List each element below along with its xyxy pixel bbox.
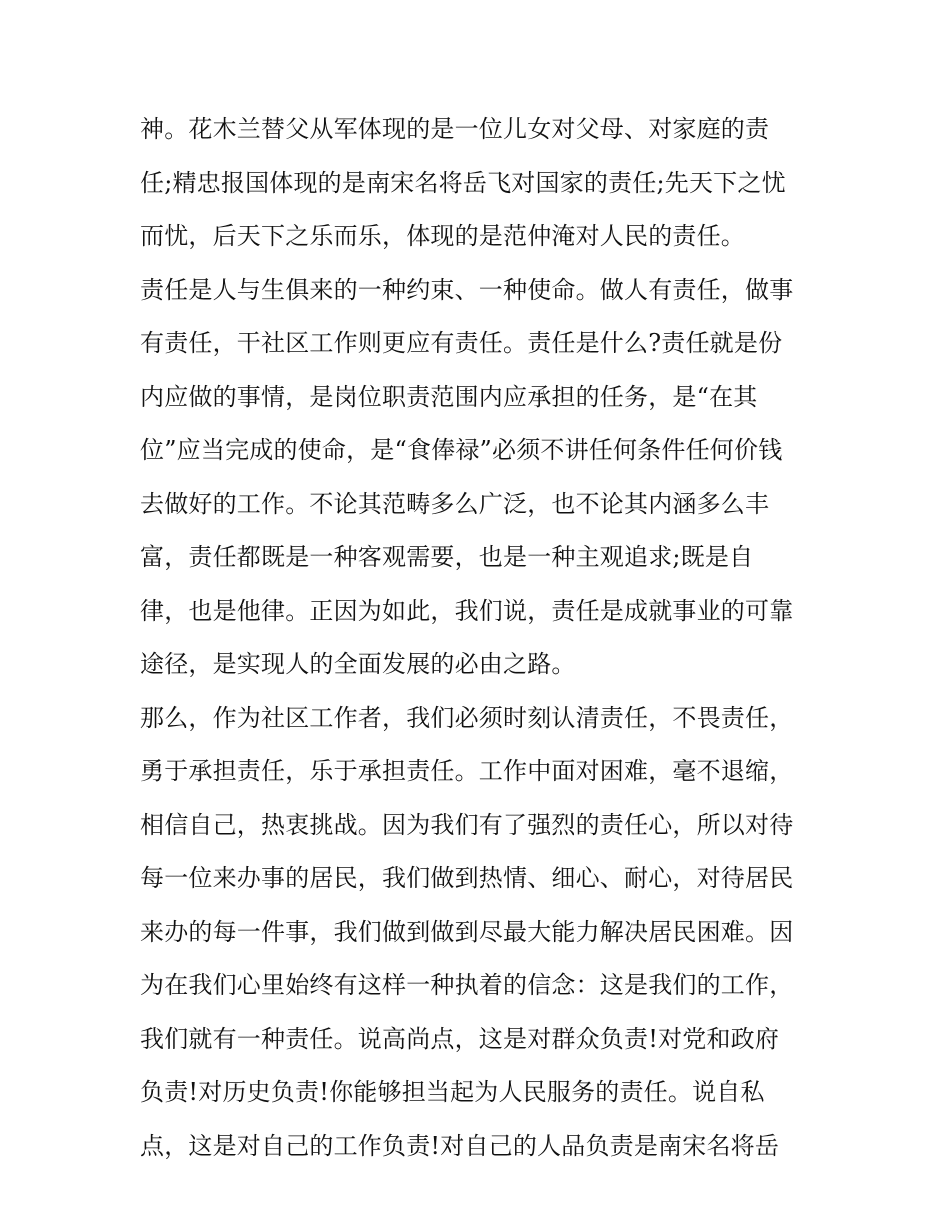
text-line: 而忧，后天下之乐而乐，体现的是范仲淹对人民的责任。 [140, 222, 745, 250]
text-line: 负责!对历史负责!你能够担当起为人民服务的责任。说自私 [140, 1078, 765, 1106]
text-line: 律，也是他律。正因为如此，我们说，责任是成就事业的可靠 [140, 596, 794, 625]
text-line: 途径，是实现人的全面发展的必由之路。 [140, 650, 576, 678]
text-line: 每一位来办事的居民，我们做到热情、细心、耐心，对待居民 [140, 864, 794, 892]
text-line: 为在我们心里始终有这样一种执着的信念：这是我们的工作， [140, 971, 794, 999]
text-line: 勇于承担责任，乐于承担责任。工作中面对困难，毫不退缩， [140, 757, 794, 785]
text-line: 有责任，干社区工作则更应有责任。责任是什么?责任就是份 [140, 329, 783, 357]
text-line: 来办的每一件事，我们做到做到尽最大能力解决居民困难。因 [140, 917, 794, 946]
text-line: 相信自己，热衷挑战。因为我们有了强烈的责任心，所以对待 [140, 810, 794, 839]
text-line: 责任是人与生俱来的一种约束、一种使命。做人有责任，做事 [140, 275, 794, 304]
text-line: 点，这是对自己的工作负责!对自己的人品负责是南宋名将岳 [140, 1131, 780, 1160]
text-line: 内应做的事情，是岗位职责范围内应承担的任务，是“在其 [140, 382, 758, 411]
text-line: 位”应当完成的使命，是“食俸禄”必须不讲任何条件任何价钱 [140, 436, 783, 464]
text-line: 任;精忠报国体现的是南宋名将岳飞对国家的责任;先天下之忧 [140, 168, 786, 197]
text-line: 神。花木兰替父从军体现的是一位儿女对父母、对家庭的责 [140, 115, 770, 143]
text-line: 去做好的工作。不论其范畴多么广泛，也不论其内涵多么丰 [140, 489, 770, 518]
body-text [140, 106, 830, 1176]
text-line: 富，责任都既是一种客观需要，也是一种主观追求;既是自 [140, 543, 754, 571]
text-line: 那么，作为社区工作者，我们必须时刻认清责任，不畏责任， [140, 703, 794, 732]
text-line: 我们就有一种责任。说高尚点，这是对群众负责!对党和政府 [140, 1024, 780, 1053]
